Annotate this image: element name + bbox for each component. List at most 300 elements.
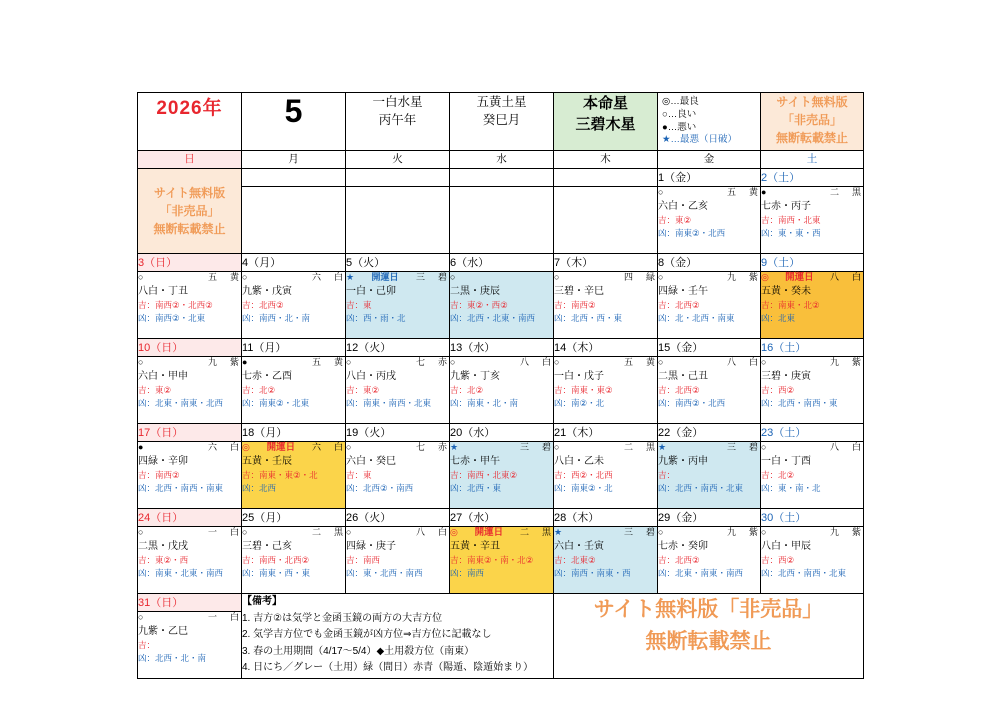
day-number: 5（火） xyxy=(346,257,386,270)
lucky-direction: 吉：西②・北西 xyxy=(554,470,613,481)
unlucky-direction: 凶：南東・北東・南西 xyxy=(138,568,224,578)
day-star-eto: 九紫・乙巳 xyxy=(138,626,188,638)
day-number: 31（日） xyxy=(138,597,184,610)
day-star-eto: 四緑・壬午 xyxy=(658,286,708,298)
day-number: 28（木） xyxy=(554,512,600,525)
fortune-mark: ○ xyxy=(138,272,144,282)
fortune-mark: ○ xyxy=(658,272,664,282)
day-number: 19（火） xyxy=(346,427,392,440)
day-nine-star: 一 白 xyxy=(207,527,241,537)
day-number: 14（木） xyxy=(554,342,600,355)
fortune-mark: ● xyxy=(138,442,144,452)
day-number: 8（金） xyxy=(658,257,698,270)
day-detail-cell[interactable] xyxy=(761,272,864,339)
day-number: 13（水） xyxy=(450,342,496,355)
day-number-cell[interactable] xyxy=(658,169,761,187)
month-nine-star: 五黄土星 xyxy=(476,95,527,109)
lucky-direction: 吉：南西 xyxy=(346,555,381,566)
unlucky-direction: 凶：北東 xyxy=(761,313,796,323)
header-watermark-line-3: 無断転載禁止 xyxy=(775,131,848,145)
day-top-line xyxy=(450,527,553,538)
day-nine-star: 九 紫 xyxy=(726,272,760,282)
legend-item-best: ◎…最良 xyxy=(662,96,699,107)
day-star-eto: 二黒・戊戌 xyxy=(138,541,188,553)
dow-saturday: 土 xyxy=(761,151,864,169)
day-number-cell[interactable] xyxy=(346,424,450,442)
day-nine-star: 三 碧 xyxy=(726,442,760,452)
day-star-eto: 六白・甲申 xyxy=(138,371,188,383)
day-nine-star: 五 黄 xyxy=(623,357,657,367)
day-number: 30（土） xyxy=(761,512,807,525)
lucky-direction: 吉：南西・北東② xyxy=(450,470,518,481)
watermark-line-2: 「非売品」 xyxy=(159,204,220,219)
day-nine-star: 八 白 xyxy=(519,357,553,367)
day-top-line xyxy=(761,442,863,453)
unlucky-direction: 凶：北東・南東・南西 xyxy=(658,568,744,578)
day-nine-star: 七 赤 xyxy=(415,357,449,367)
day-detail-cell[interactable] xyxy=(761,357,864,424)
fortune-mark: ◎ xyxy=(450,527,458,537)
fortune-mark: ○ xyxy=(658,527,664,537)
day-number: 22（金） xyxy=(658,427,704,440)
notes-line-4: 4. 日にち／グレー（土用）緑（間日）赤青（陽遁、陰遁始まり） xyxy=(242,662,534,674)
fortune-mark: ○ xyxy=(346,442,352,452)
day-detail-cell[interactable] xyxy=(242,357,346,424)
header-watermark xyxy=(761,93,864,151)
lucky-direction: 吉：東②・西② xyxy=(450,300,508,311)
day-star-eto: 七赤・癸卯 xyxy=(658,541,708,553)
unlucky-direction: 凶：南東・南西・北東 xyxy=(346,398,432,408)
day-number: 18（月） xyxy=(242,427,288,440)
lucky-direction: 吉：南西・北東 xyxy=(761,215,821,226)
dow-tuesday: 火 xyxy=(346,151,450,169)
day-star-eto: 五黄・辛丑 xyxy=(450,541,500,553)
lucky-direction: 吉：西② xyxy=(761,555,795,566)
day-detail-cell[interactable] xyxy=(450,272,554,339)
week-detail-row xyxy=(138,442,864,509)
day-star-eto: 七赤・乙酉 xyxy=(242,371,292,383)
day-nine-star: 三 碧 xyxy=(415,272,449,282)
empty-detail-cell xyxy=(554,187,658,254)
lucky-direction: 吉： xyxy=(658,470,676,481)
day-top-line xyxy=(242,357,345,368)
day-number-cell[interactable] xyxy=(346,254,450,272)
day-nine-star: 六 白 xyxy=(207,442,241,452)
lucky-direction: 吉：東② xyxy=(138,385,172,396)
day-detail-cell[interactable] xyxy=(138,612,242,679)
day-star-eto: 五黄・壬辰 xyxy=(242,456,292,468)
honmei-value: 三碧木星 xyxy=(575,116,636,133)
fortune-mark: ○ xyxy=(242,272,248,282)
day-number-cell[interactable] xyxy=(138,254,242,272)
day-number-cell[interactable] xyxy=(658,339,761,357)
day-number: 3（日） xyxy=(138,257,178,270)
unlucky-direction: 凶：北西・北東・南西 xyxy=(450,313,536,323)
day-nine-star: 四 緑 xyxy=(623,272,657,282)
day-nine-star: 九 紫 xyxy=(726,527,760,537)
day-number: 7（木） xyxy=(554,257,594,270)
day-number-cell[interactable] xyxy=(138,594,242,612)
lucky-direction: 吉：南東・東② xyxy=(554,385,613,396)
day-top-line xyxy=(450,357,553,368)
day-number-cell[interactable] xyxy=(346,339,450,357)
day-top-line xyxy=(761,357,863,368)
day-detail-cell[interactable] xyxy=(138,527,242,594)
unlucky-direction: 凶：北西・北・南 xyxy=(138,653,207,663)
week-detail-row xyxy=(138,272,864,339)
honmei-label: 本命星 xyxy=(582,95,628,112)
day-star-eto: 三碧・己亥 xyxy=(242,541,292,553)
lucky-direction: 吉：東 xyxy=(346,300,372,311)
day-detail-cell[interactable] xyxy=(658,272,761,339)
fortune-mark: ○ xyxy=(554,272,560,282)
day-number-cell[interactable] xyxy=(761,424,864,442)
lucky-day-badge: 開運日 xyxy=(474,526,504,538)
day-top-line xyxy=(658,442,760,453)
day-nine-star: 二 黒 xyxy=(311,527,345,537)
day-number-cell[interactable] xyxy=(554,254,658,272)
unlucky-direction: 凶：南西・南東・西 xyxy=(554,568,631,578)
day-number-cell[interactable] xyxy=(761,509,864,527)
unlucky-direction: 凶：東・東・西 xyxy=(761,228,821,238)
day-detail-cell[interactable] xyxy=(346,527,450,594)
empty-detail-cell xyxy=(242,187,346,254)
notes-cell xyxy=(242,594,554,679)
empty-detail-cell xyxy=(346,187,450,254)
fortune-mark: ○ xyxy=(346,527,352,537)
day-detail-cell[interactable] xyxy=(761,527,864,594)
day-number-cell[interactable] xyxy=(450,424,554,442)
day-number-cell[interactable] xyxy=(138,509,242,527)
fortune-mark: ○ xyxy=(761,527,767,537)
day-number-cell[interactable] xyxy=(761,169,864,187)
week-detail-row xyxy=(138,187,864,254)
day-nine-star: 八 白 xyxy=(829,272,863,282)
unlucky-direction: 凶：南西・北・南 xyxy=(242,313,311,323)
day-top-line xyxy=(554,357,657,368)
lucky-direction: 吉：南西・北西② xyxy=(242,555,310,566)
day-detail-cell[interactable] xyxy=(761,187,864,254)
unlucky-direction: 凶：南西②・北東 xyxy=(138,313,206,323)
fortune-mark: ○ xyxy=(138,357,144,367)
fortune-mark: ★ xyxy=(554,527,563,537)
day-number: 17（日） xyxy=(138,427,184,440)
day-star-eto: 六白・癸巳 xyxy=(346,456,396,468)
day-star-eto: 六白・乙亥 xyxy=(658,201,708,213)
day-nine-star: 三 碧 xyxy=(623,527,657,537)
day-number: 25（月） xyxy=(242,512,288,525)
day-number-cell[interactable] xyxy=(138,339,242,357)
week-detail-row xyxy=(138,357,864,424)
fortune-mark: ○ xyxy=(658,187,664,197)
lucky-direction: 吉：南西② xyxy=(138,470,180,481)
day-star-eto: 六白・壬寅 xyxy=(554,541,604,553)
lucky-direction: 吉：北西② xyxy=(658,385,700,396)
dow-monday: 月 xyxy=(242,151,346,169)
day-top-line xyxy=(346,357,449,368)
unlucky-direction: 凶：北西・東 xyxy=(450,483,502,493)
day-top-line xyxy=(138,612,241,623)
day-star-eto: 八白・丁丑 xyxy=(138,286,188,298)
week-day-row xyxy=(138,594,864,612)
day-nine-star: 八 白 xyxy=(415,527,449,537)
fortune-mark: ○ xyxy=(138,527,144,537)
day-number-cell[interactable] xyxy=(554,509,658,527)
year-label: 2026年 xyxy=(156,98,223,119)
unlucky-direction: 凶：北西・西・東 xyxy=(554,313,623,323)
day-detail-cell[interactable] xyxy=(242,442,346,509)
day-detail-cell[interactable] xyxy=(554,527,658,594)
day-number-cell[interactable] xyxy=(242,509,346,527)
day-nine-star: 九 紫 xyxy=(829,357,863,367)
day-number-cell[interactable] xyxy=(450,254,554,272)
unlucky-direction: 凶：北西・南西・北東 xyxy=(761,568,847,578)
day-number-cell[interactable] xyxy=(450,339,554,357)
day-number-cell[interactable] xyxy=(242,254,346,272)
month-cell xyxy=(242,93,346,151)
fortune-mark: ◎ xyxy=(761,272,769,282)
month-star-cell xyxy=(450,93,554,151)
year-nine-star: 一白水星 xyxy=(372,95,423,109)
day-top-line xyxy=(138,272,241,283)
lucky-direction: 吉：北東② xyxy=(554,555,596,566)
footer-watermark-line-2: 無断転載禁止 xyxy=(645,629,772,653)
day-nine-star: 七 赤 xyxy=(415,442,449,452)
lucky-direction: 吉：北② xyxy=(242,385,276,396)
day-nine-star: 八 白 xyxy=(726,357,760,367)
day-star-eto: 九紫・丁亥 xyxy=(450,371,500,383)
day-top-line xyxy=(554,272,657,283)
day-top-line xyxy=(761,527,863,538)
unlucky-direction: 凶：北・北西・南東 xyxy=(658,313,735,323)
day-number-cell[interactable] xyxy=(242,424,346,442)
day-nine-star: 五 黄 xyxy=(207,272,241,282)
fortune-mark: ★ xyxy=(346,272,355,282)
unlucky-direction: 凶：北西・南西・東 xyxy=(761,398,838,408)
day-detail-cell[interactable] xyxy=(450,442,554,509)
week-day-row xyxy=(138,254,864,272)
day-number: 6（水） xyxy=(450,257,490,270)
day-top-line xyxy=(658,187,760,198)
day-number-cell[interactable] xyxy=(658,424,761,442)
day-number: 4（月） xyxy=(242,257,282,270)
day-detail-cell[interactable] xyxy=(658,442,761,509)
fortune-mark: ★ xyxy=(450,442,459,452)
day-nine-star: 九 紫 xyxy=(207,357,241,367)
day-nine-star: 二 黒 xyxy=(829,187,863,197)
footer-watermark-line-1: サイト無料版「非売品」 xyxy=(593,598,824,622)
fortune-mark: ● xyxy=(761,187,767,197)
month-label: 5 xyxy=(284,93,303,129)
watermark-line-3: 無断転載禁止 xyxy=(153,222,226,237)
fortune-mark: ○ xyxy=(450,357,456,367)
legend-item-worst: ★…最悪（日破） xyxy=(662,134,738,146)
empty-detail-cell xyxy=(450,187,554,254)
day-top-line xyxy=(554,442,657,453)
lucky-direction: 吉：東② xyxy=(658,215,692,226)
notes-line-1: 1. 吉方②は気学と金函玉鏡の両方の大吉方位 xyxy=(242,612,443,624)
day-number-cell[interactable] xyxy=(658,509,761,527)
day-star-eto: 七赤・甲午 xyxy=(450,456,500,468)
day-nine-star: 九 紫 xyxy=(829,527,863,537)
lucky-direction: 吉：南東②・南・北② xyxy=(450,555,534,566)
notes-title: 【備考】 xyxy=(242,596,282,608)
day-number-cell[interactable] xyxy=(346,509,450,527)
year-eto: 丙午年 xyxy=(378,113,417,128)
dow-friday: 金 xyxy=(658,151,761,169)
day-number-cell[interactable] xyxy=(554,339,658,357)
notes-line-2: 2. 気学吉方位でも金函玉鏡が凶方位⇒吉方位に記載なし xyxy=(242,629,492,641)
day-top-line xyxy=(658,357,760,368)
lucky-day-badge: 開運日 xyxy=(371,272,399,282)
nine-star-calendar xyxy=(137,92,864,679)
dow-thursday: 木 xyxy=(554,151,658,169)
day-top-line xyxy=(450,272,553,283)
day-number: 27（水） xyxy=(450,512,496,525)
unlucky-direction: 凶：南西 xyxy=(450,568,485,578)
unlucky-direction: 凶：北西・南西・南東 xyxy=(138,483,224,493)
day-star-eto: 八白・甲辰 xyxy=(761,541,811,553)
day-detail-cell[interactable] xyxy=(346,272,450,339)
day-number-cell[interactable] xyxy=(242,339,346,357)
day-number-cell[interactable] xyxy=(658,254,761,272)
day-detail-cell[interactable] xyxy=(346,442,450,509)
lucky-direction: 吉：西② xyxy=(761,385,795,396)
day-star-eto: 二黒・己丑 xyxy=(658,371,708,383)
month-eto: 癸巳月 xyxy=(482,113,521,128)
day-star-eto: 三碧・庚寅 xyxy=(761,371,811,383)
day-detail-cell[interactable] xyxy=(242,527,346,594)
day-star-eto: 二黒・庚辰 xyxy=(450,286,500,298)
fortune-mark: ○ xyxy=(242,527,248,537)
lucky-direction: 吉： xyxy=(138,640,156,651)
watermark-line-1: サイト無料版 xyxy=(153,186,226,201)
calendar-header-row xyxy=(138,93,864,151)
lucky-day-badge: 開運日 xyxy=(785,271,814,283)
unlucky-direction: 凶：東・南・北 xyxy=(761,483,821,493)
lucky-day-badge: 開運日 xyxy=(266,441,296,453)
unlucky-direction: 凶：北西 xyxy=(242,483,277,493)
day-top-line xyxy=(658,527,760,538)
unlucky-direction: 凶：北東・南東・北西 xyxy=(138,398,224,408)
day-detail-cell[interactable] xyxy=(658,187,761,254)
day-number-cell[interactable] xyxy=(138,424,242,442)
calendar-weeks xyxy=(138,169,864,679)
lucky-direction: 吉：南西② xyxy=(554,300,596,311)
unlucky-direction: 凶：南西②・北西 xyxy=(658,398,726,408)
day-top-line xyxy=(242,442,345,453)
day-number-cell[interactable] xyxy=(554,424,658,442)
day-number-cell[interactable] xyxy=(761,254,864,272)
day-nine-star: 五 黄 xyxy=(311,357,345,367)
day-number: 26（火） xyxy=(346,512,392,525)
empty-day-cell xyxy=(554,169,658,187)
day-number: 16（土） xyxy=(761,342,807,355)
day-star-eto: 七赤・丙子 xyxy=(761,201,811,213)
week-day-row xyxy=(138,509,864,527)
footer-watermark xyxy=(554,594,864,679)
unlucky-direction: 凶：北西・南西・北東 xyxy=(658,483,744,493)
fortune-mark: ○ xyxy=(658,357,664,367)
legend-item-good: ○…良い xyxy=(662,108,697,120)
day-of-week-row xyxy=(138,151,864,169)
day-number: 21（木） xyxy=(554,427,600,440)
lucky-direction: 吉：北西② xyxy=(658,555,700,566)
day-top-line xyxy=(346,272,449,283)
day-number-cell[interactable] xyxy=(761,339,864,357)
day-number: 12（火） xyxy=(346,342,392,355)
unlucky-direction: 凶：南東・北・南 xyxy=(450,398,519,408)
lucky-direction: 吉：東②・西 xyxy=(138,555,189,566)
day-star-eto: 八白・丙戌 xyxy=(346,371,396,383)
day-star-eto: 一白・丁酉 xyxy=(761,456,811,468)
day-detail-cell[interactable] xyxy=(242,272,346,339)
day-number: 23（土） xyxy=(761,427,807,440)
empty-day-cell xyxy=(242,169,346,187)
day-detail-cell[interactable] xyxy=(761,442,864,509)
day-number: 15（金） xyxy=(658,342,704,355)
fortune-mark: ○ xyxy=(138,612,144,622)
day-star-eto: 一白・戊子 xyxy=(554,371,604,383)
day-top-line xyxy=(761,272,863,283)
legend-item-bad: ●…悪い xyxy=(662,121,697,133)
day-detail-cell[interactable] xyxy=(346,357,450,424)
watermark-cell xyxy=(138,169,242,254)
day-detail-cell[interactable] xyxy=(658,527,761,594)
day-detail-cell[interactable] xyxy=(138,272,242,339)
day-star-eto: 九紫・戊寅 xyxy=(242,286,292,298)
day-top-line xyxy=(242,272,345,283)
day-star-eto: 四緑・辛卯 xyxy=(138,456,188,468)
dow-sunday: 日 xyxy=(138,151,242,169)
day-detail-cell[interactable] xyxy=(450,527,554,594)
empty-day-cell xyxy=(346,169,450,187)
day-detail-cell[interactable] xyxy=(450,357,554,424)
day-star-eto: 三碧・辛巳 xyxy=(554,286,604,298)
day-detail-cell[interactable] xyxy=(138,442,242,509)
day-number: 11（月） xyxy=(242,342,287,355)
day-number-cell[interactable] xyxy=(450,509,554,527)
unlucky-direction: 凶：南東②・北 xyxy=(554,483,613,493)
day-top-line xyxy=(138,357,241,368)
unlucky-direction: 凶：東・北西・南西 xyxy=(346,568,423,578)
week-day-row xyxy=(138,169,864,187)
day-top-line xyxy=(242,527,345,538)
day-number: 10（日） xyxy=(138,342,184,355)
lucky-direction: 吉：南東・東②・北 xyxy=(242,470,318,481)
day-detail-cell[interactable] xyxy=(554,357,658,424)
day-detail-cell[interactable] xyxy=(554,272,658,339)
honmei-cell xyxy=(554,93,658,151)
lucky-direction: 吉：南東・北② xyxy=(761,300,820,311)
day-nine-star: 三 碧 xyxy=(519,442,553,452)
legend-cell xyxy=(658,93,761,151)
day-detail-cell[interactable] xyxy=(138,357,242,424)
lucky-direction: 吉：東 xyxy=(346,470,372,481)
day-detail-cell[interactable] xyxy=(554,442,658,509)
day-number: 9（土） xyxy=(761,257,801,270)
lucky-direction: 吉：南西②・北西② xyxy=(138,300,213,311)
fortune-mark: ● xyxy=(242,357,248,367)
lucky-direction: 吉：北② xyxy=(761,470,795,481)
lucky-direction: 吉：北② xyxy=(450,385,484,396)
unlucky-direction: 凶：南東・西・東 xyxy=(242,568,311,578)
day-detail-cell[interactable] xyxy=(658,357,761,424)
day-top-line xyxy=(138,442,241,453)
day-top-line xyxy=(658,272,760,283)
fortune-mark: ○ xyxy=(346,357,352,367)
day-nine-star: 八 白 xyxy=(829,442,863,452)
